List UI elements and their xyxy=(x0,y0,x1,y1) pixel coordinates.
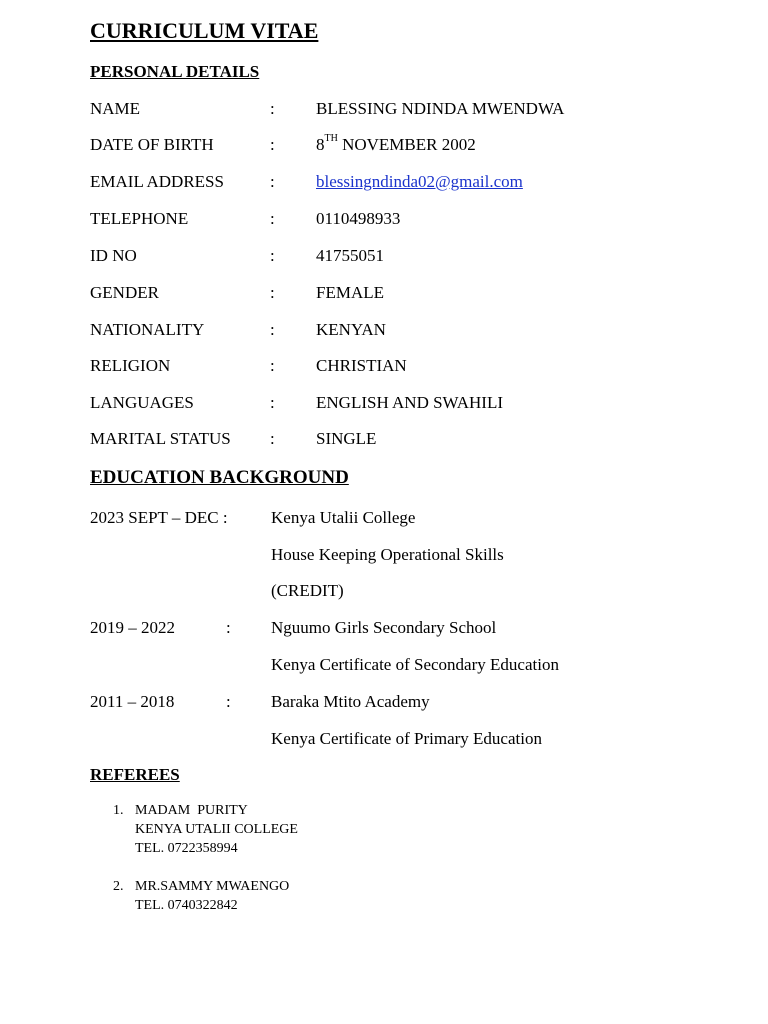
detail-row-marital-status xyxy=(0,429,768,453)
detail-separator: : xyxy=(270,320,275,339)
detail-value: KENYAN xyxy=(316,320,386,339)
referee-name: MR.SAMMY MWAENGO xyxy=(135,879,290,894)
referee-name: MADAM PURITY xyxy=(135,803,248,818)
email-link[interactable]: blessingndinda02@gmail.com xyxy=(316,172,523,191)
education-course: House Keeping Operational Skills xyxy=(271,545,504,564)
education-qualification: Kenya Certificate of Primary Education xyxy=(271,729,542,748)
detail-separator: : xyxy=(270,99,275,118)
detail-value: 0110498933 xyxy=(316,209,401,228)
detail-separator: : xyxy=(270,429,275,448)
detail-separator: : xyxy=(270,246,275,265)
education-row xyxy=(0,692,768,716)
referee-phone: TEL. 0740322842 xyxy=(135,898,238,913)
detail-value: SINGLE xyxy=(316,429,377,448)
detail-row-nationality xyxy=(0,320,768,344)
detail-label: TELEPHONE xyxy=(90,209,189,228)
cv-title: CURRICULUM VITAE xyxy=(90,18,319,43)
referee-number: 2. xyxy=(113,879,124,894)
education-row xyxy=(0,581,768,605)
detail-row-dob xyxy=(0,135,768,159)
detail-value: FEMALE xyxy=(316,283,384,302)
education-heading: EDUCATION BACKGROUND xyxy=(90,467,349,488)
detail-separator: : xyxy=(270,135,275,154)
referee-item xyxy=(0,801,768,861)
education-institution: Kenya Utalii College xyxy=(271,508,416,527)
education-period: 2023 SEPT – DEC : xyxy=(90,508,228,527)
detail-row-name xyxy=(0,99,768,123)
education-institution: Baraka Mtito Academy xyxy=(271,692,430,711)
detail-label: DATE OF BIRTH xyxy=(90,135,214,154)
detail-label: ID NO xyxy=(90,246,137,265)
dob-day: 8 xyxy=(316,135,325,154)
education-institution: Nguumo Girls Secondary School xyxy=(271,618,497,637)
education-period: 2019 – 2022 xyxy=(90,618,175,637)
education-row xyxy=(0,508,768,532)
detail-label: LANGUAGES xyxy=(90,393,194,412)
dob-suffix: TH xyxy=(324,133,338,144)
education-row xyxy=(0,618,768,642)
personal-details-heading: PERSONAL DETAILS xyxy=(90,62,260,81)
detail-value: 41755051 xyxy=(316,246,384,265)
referee-number: 1. xyxy=(113,803,124,818)
referee-item xyxy=(0,877,768,917)
education-qualification: Kenya Certificate of Secondary Education xyxy=(271,655,559,674)
detail-row-languages xyxy=(0,393,768,417)
detail-value xyxy=(316,135,476,155)
education-separator: : xyxy=(226,692,231,711)
detail-separator: : xyxy=(270,356,275,375)
detail-row-gender xyxy=(0,283,768,307)
education-row xyxy=(0,729,768,753)
detail-separator: : xyxy=(270,172,275,191)
dob-rest: NOVEMBER 2002 xyxy=(337,135,476,154)
detail-label: NATIONALITY xyxy=(90,320,205,339)
detail-row-id xyxy=(0,246,768,270)
detail-separator: : xyxy=(270,393,275,412)
detail-value: BLESSING NDINDA MWENDWA xyxy=(316,99,565,118)
detail-row-email xyxy=(0,172,768,196)
education-row xyxy=(0,545,768,569)
education-row xyxy=(0,655,768,679)
detail-label: MARITAL STATUS xyxy=(90,429,231,448)
detail-label: RELIGION xyxy=(90,356,171,375)
education-grade: (CREDIT) xyxy=(271,581,344,600)
detail-label: EMAIL ADDRESS xyxy=(90,172,224,191)
education-separator: : xyxy=(226,618,231,637)
detail-row-religion xyxy=(0,356,768,380)
detail-separator: : xyxy=(270,209,275,228)
education-period: 2011 – 2018 xyxy=(90,692,175,711)
detail-row-telephone xyxy=(0,209,768,233)
detail-separator: : xyxy=(270,283,275,302)
detail-value: ENGLISH AND SWAHILI xyxy=(316,393,503,412)
detail-label: GENDER xyxy=(90,283,159,302)
referees-heading: REFEREES xyxy=(90,765,180,784)
detail-value: CHRISTIAN xyxy=(316,356,407,375)
detail-label: NAME xyxy=(90,99,141,118)
referee-organization: KENYA UTALII COLLEGE xyxy=(135,822,298,837)
referee-phone: TEL. 0722358994 xyxy=(135,841,238,856)
